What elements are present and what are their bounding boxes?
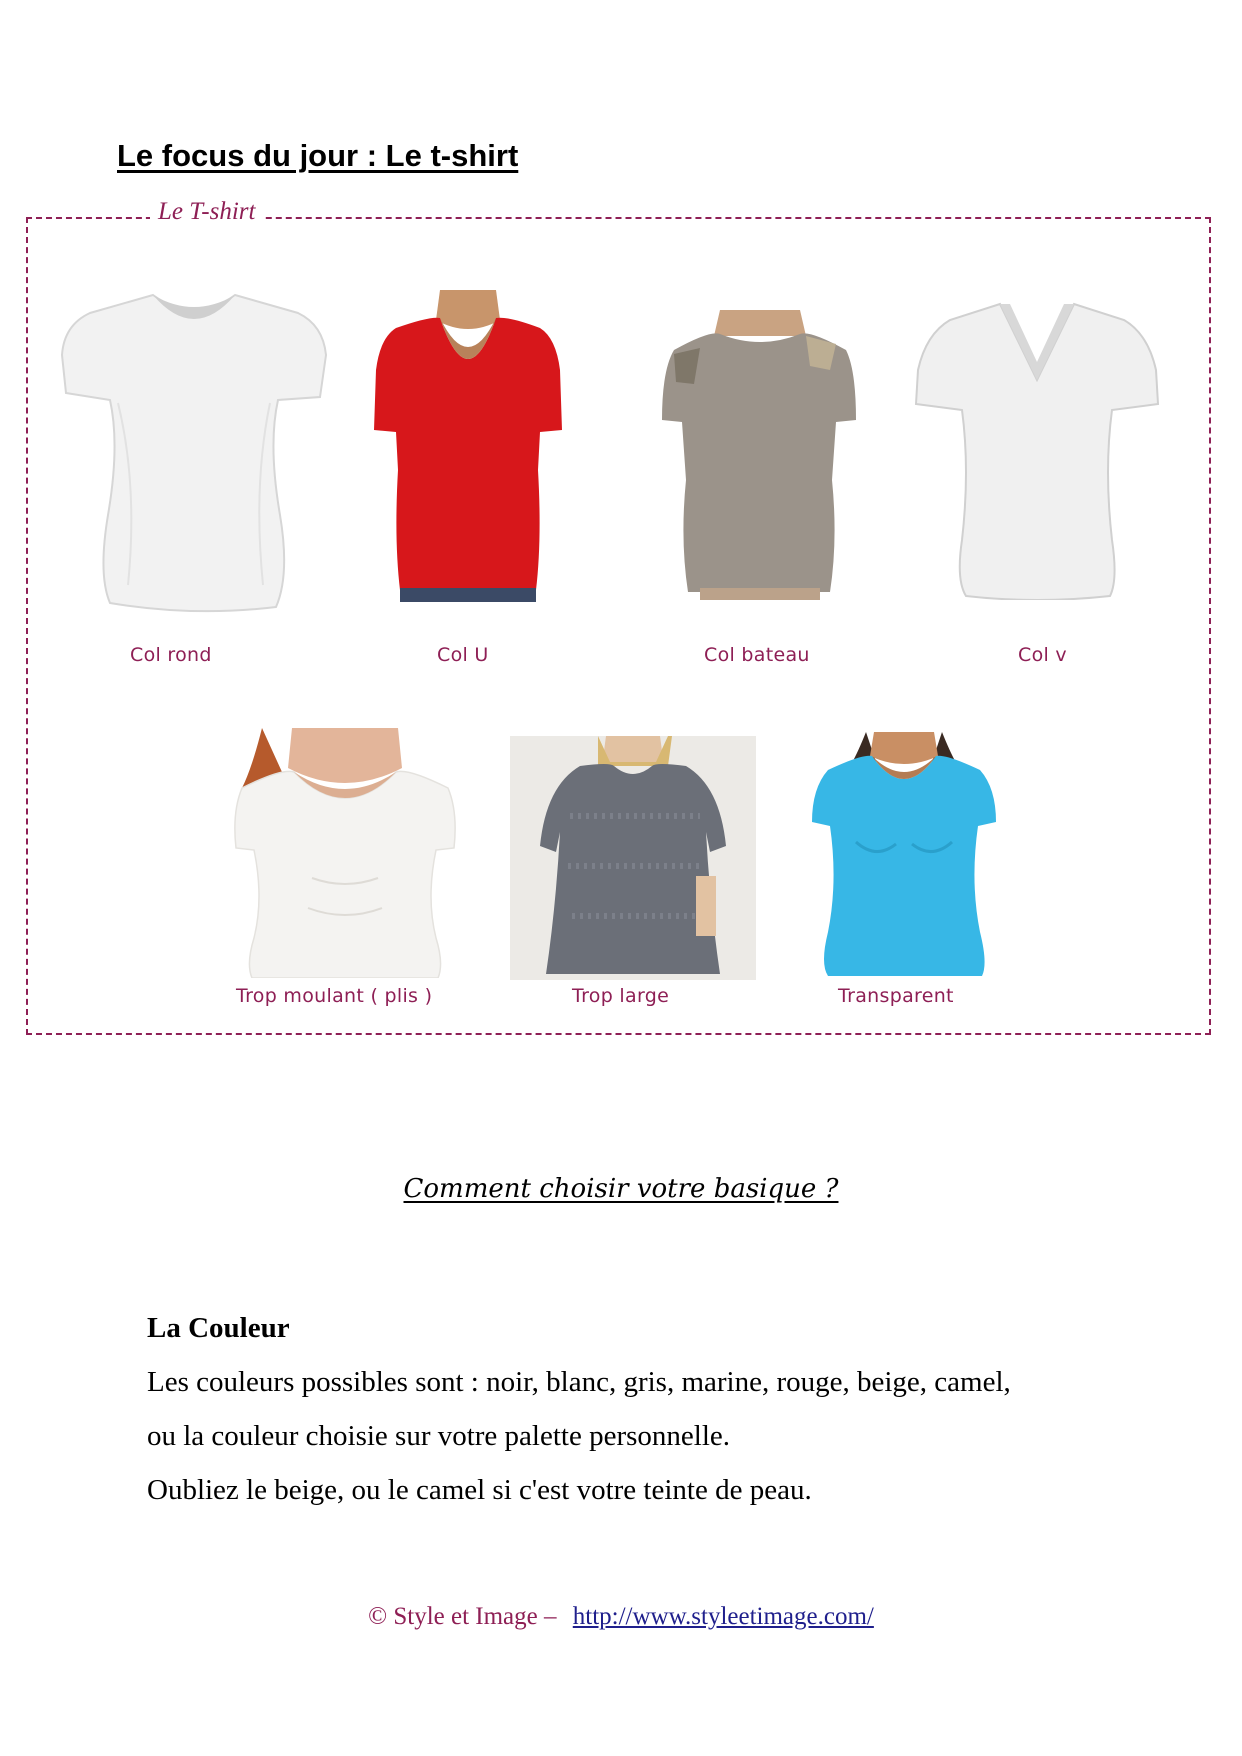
body-line-3: Oubliez le beige, ou le camel si c'est votre teinte de peau. <box>147 1474 812 1506</box>
body-line-1: Les couleurs possibles sont : noir, blanc, gris, marine, rouge, beige, camel, <box>147 1366 1011 1398</box>
col-bateau-caption: Col bateau <box>704 644 810 666</box>
trop-large-caption: Trop large <box>572 985 670 1007</box>
col-v-tshirt-image <box>912 300 1162 600</box>
col-rond-caption: Col rond <box>130 644 212 666</box>
body-line-2: ou la couleur choisie sur votre palette personnelle. <box>147 1420 731 1452</box>
footer-copyright: © Style et Image – <box>368 1603 557 1630</box>
trop-moulant-tshirt-image <box>222 728 468 978</box>
transparent-tshirt-image <box>806 732 1002 980</box>
footer <box>0 1603 1242 1631</box>
col-rond-tshirt-image <box>58 285 330 615</box>
trop-moulant-caption: Trop moulant ( plis ) <box>236 985 433 1007</box>
subsection-heading: La Couleur <box>147 1312 290 1344</box>
transparent-caption: Transparent <box>838 985 954 1007</box>
col-u-tshirt-image <box>370 290 566 602</box>
col-v-caption: Col v <box>1018 644 1067 666</box>
section-heading: Comment choisir votre basique ? <box>403 1174 839 1204</box>
page-title: Le focus du jour : Le t-shirt <box>117 138 519 173</box>
col-bateau-tshirt-image <box>660 310 860 600</box>
footer-link[interactable]: http://www.styleetimage.com/ <box>572 1603 874 1630</box>
trop-large-tshirt-image <box>510 736 756 980</box>
panel-title: Le T-shirt <box>150 198 263 226</box>
col-u-caption: Col U <box>437 644 489 666</box>
